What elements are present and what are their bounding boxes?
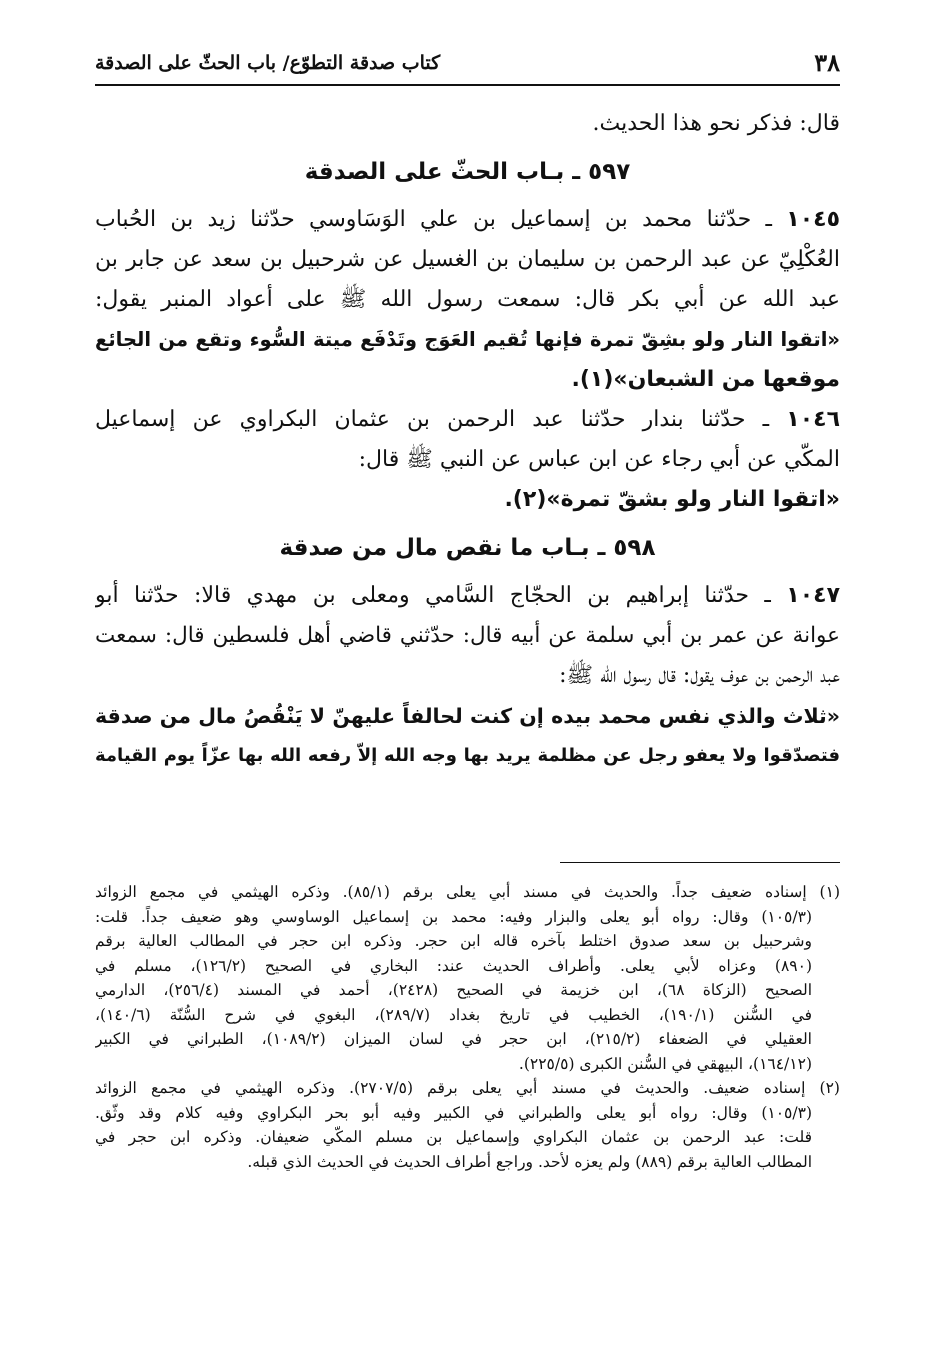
- page-number: ٣٨: [814, 48, 840, 77]
- text-line: عوانة عن عمر بن أبي سلمة عن أبيه قال: حدّثني قاضي أهل فلسطين قال: سمعت: [95, 623, 840, 648]
- text-segment: ـ حدّثنا محمد بن إسماعيل بن علي الوَسَاوسي حدّثنا زيد بن الحُباب: [95, 207, 772, 232]
- footnote-1-line: في السُّنن (١٩٠/١)، الخطيب في تاريخ بغداد (٢٨٩/٧)، البغوي في شرح السُّنّة (١٤٠/٦)،: [95, 1005, 813, 1024]
- hadith-quote-line: «ثلاث والذي نفس محمد بيده إن كنت لحالفاً عليهنّ لا يَنْقُصُ مال من صدقة: [95, 704, 840, 728]
- hadith-quote-line: «اتقوا النار ولو بشقّ تمرة»(٢).: [504, 487, 840, 512]
- text-line: قال: فذكر نحو هذا الحديث.: [592, 111, 840, 136]
- text-segment: ـ حدّثنا بندار حدّثنا عبد الرحمن بن عثمان البكراوي عن إسماعيل: [95, 407, 770, 432]
- footnote-2-line: قلت: عبد الرحمن بن عثمان البكراوي وإسماعيل بن مسلم المكّي ضعيفان. وذكره ابن حجر في: [95, 1128, 812, 1146]
- text-line: العُكْلِيّ عن عبد الرحمن بن سليمان بن الغسيل عن شرحبيل بن سعد عن جابر بن: [95, 247, 840, 272]
- hadith-1046-line: [95, 400, 840, 440]
- footnote-1-line: (٨٩٠) وعزاه لأبي يعلى. وأطراف الحديث عند: البخاري في الصحيح (١٢٦/٢)، مسلم في: [95, 956, 812, 975]
- hadith-quote-line: موقعها من الشبعان»(١).: [571, 367, 840, 392]
- page-header: [95, 42, 840, 82]
- footnote-1-line: الصحيح (الزكاة ٦٨)، ابن خزيمة في الصحيح (٢٤٢٨)، أحمد في المسند (٢٥٦/٤)، الدارمي: [95, 981, 813, 999]
- footnotes: [95, 880, 840, 1174]
- text-line: عبد الله عن أبي بكر قال: سمعت رسول الله ﷺ على أعواد المنبر يقول:: [95, 287, 840, 312]
- footnote-1-line: (١) إسناده ضعيف جداً. والحديث في مسند أبي يعلى برقم (٨٥/١). وذكره الهيثمي في مجمع الزوائد: [95, 883, 840, 901]
- hadith-number-1046: ١٠٤٦: [786, 407, 840, 432]
- chapter-heading-598: ٥٩٨ ـ بـاب ما نقص مال من صدقة: [279, 535, 656, 561]
- text-segment: ـ حدّثنا إبراهيم بن الحجّاج السَّامي ومعلى بن مهدي قالا: حدّثنا أبو: [95, 583, 771, 608]
- footnote-2-line: (٢) إسناده ضعيف. والحديث في مسند أبي يعلى برقم (٢٧٠٧/٥). وذكره الهيثمي في مجمع الزوائد: [95, 1079, 840, 1097]
- hadith-number-1045: ١٠٤٥: [786, 207, 840, 232]
- main-text: [95, 104, 840, 776]
- footnote-1-line: (١٠٥/٣) وقال: رواه أبو يعلى والبزار وفيه: محمد بن إسماعيل الوساوسي وهو ضعيف جداً. قلت:: [95, 907, 812, 926]
- running-title: كتاب صدقة التطوّع/ باب الحثّ على الصدقة: [95, 52, 441, 74]
- hadith-1047-line: [95, 576, 840, 616]
- hadith-number-1047: ١٠٤٧: [786, 583, 840, 608]
- footnote-1-line: وشرحبيل بن سعد صدوق اختلط بآخره قاله ابن حجر. وذكره ابن حجر في المطالب العالية برقم: [95, 932, 812, 950]
- hadith-quote-line: فتصدّقوا ولا يعفو رجل عن مظلمة يريد بها وجه الله إلاّ رفعه الله بها عزّاً يوم القيامة: [95, 745, 840, 766]
- text-line: المكّي عن أبي رجاء عن ابن عباس عن النبي ﷺ قال:: [358, 447, 840, 472]
- footnote-2-line: (١٠٥/٣) وقال: رواه أبو يعلى والطبراني في الكبير وفيه أبو بحر البكراوي وفيه كلام وقد وثّق.: [95, 1103, 812, 1122]
- footnote-1-line: العقيلي في الضعفاء (٢١٥/٢)، ابن حجر في لسان الميزان (١٠٨٩/٢)، الطبراني في الكبير: [95, 1030, 812, 1048]
- hadith-1045-line: [95, 200, 840, 240]
- footnote-2-line: المطالب العالية برقم (٨٨٩) ولم يعزه لأحد. وراجع أطراف الحديث في الحديث الذي قبله.: [247, 1152, 812, 1171]
- text-line: عبد الرحمن بن عوف يقول: قال رسول الله ﷺ:: [559, 663, 840, 688]
- footnote-rule: [560, 862, 840, 863]
- header-rule: [95, 84, 840, 86]
- hadith-quote-line: «اتقوا النار ولو بشِقّ تمرة فإنها تُقيم العَوَج وتَدْفَع ميتة السُّوء وتقع من الجائع: [95, 328, 840, 351]
- chapter-heading-597: ٥٩٧ ـ بـاب الحثّ على الصدقة: [304, 159, 631, 185]
- footnote-1-line: (١٦٤/١٢)، البيهقي في السُّنن الكبرى (٢٢٥/٥).: [518, 1054, 812, 1073]
